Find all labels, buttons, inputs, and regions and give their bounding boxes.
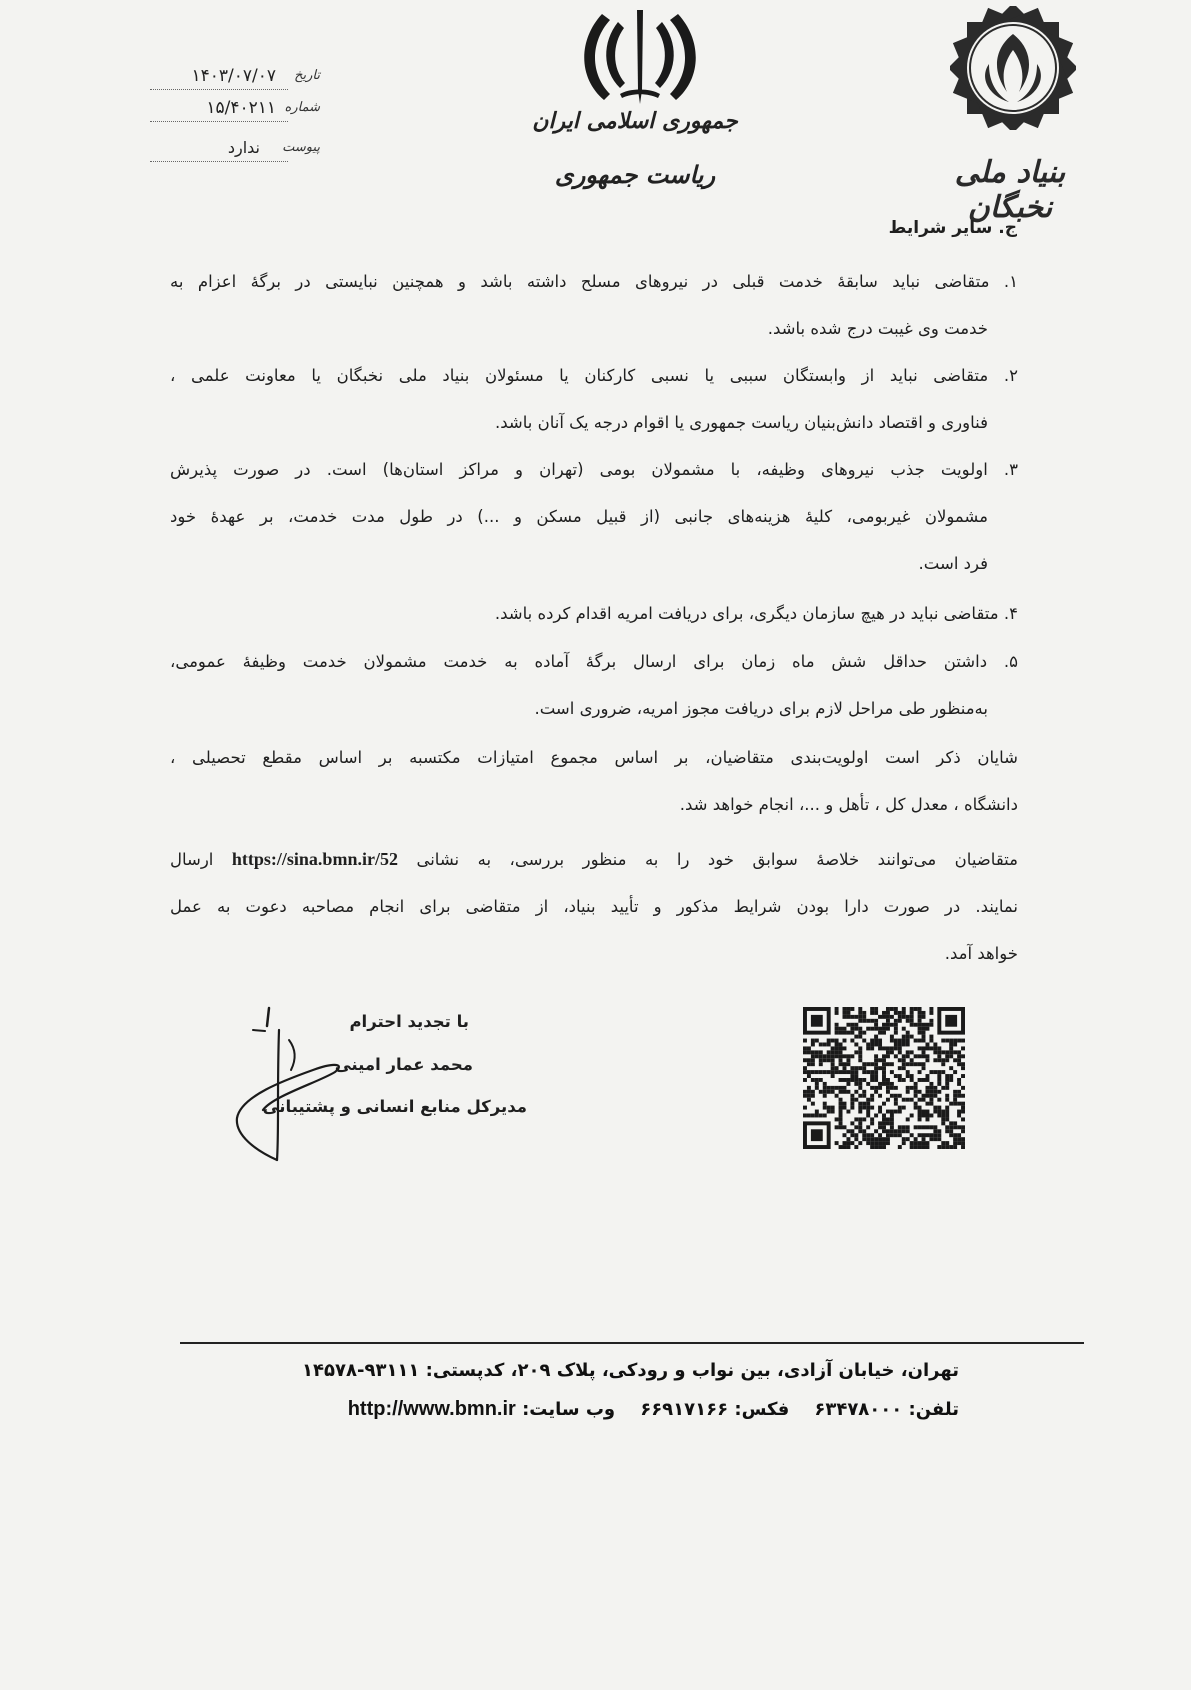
ranking-note-line-1: شایان ذکر است اولویت‌بندی متقاضیان، بر اساس مجموع امتیازات مکتسبه بر اساس مقطع تحصیلی ، (170, 748, 1018, 767)
attachment-label: پیوست (282, 140, 320, 155)
fax-label: فکس: (734, 1399, 790, 1420)
condition-item-1 (170, 258, 1018, 352)
handwritten-signature-icon (225, 1000, 355, 1165)
number-row (150, 98, 320, 124)
condition-3-line-2: مشمولان غیربومی، کلیهٔ هزینه‌های جانبی (از قبیل مسکن و ...) در طول مدت خدمت، بر عهدهٔ خود (170, 507, 988, 526)
number-label: شماره (284, 100, 320, 115)
submission-link[interactable]: https://sina.bmn.ir/52 (231, 849, 398, 869)
phone-number: ۶۳۴۷۸۰۰۰ (814, 1399, 903, 1420)
republic-title: جمهوری اسلامی ایران (532, 108, 738, 134)
condition-1-line-2: خدمت وی غیبت درج شده باشد. (767, 319, 988, 338)
condition-2-line-2: فناوری و اقتصاد دانش‌بنیان ریاست جمهوری یا اقوام درجه یک آنان باشد. (495, 413, 988, 432)
condition-item-4 (170, 590, 1018, 637)
submission-line-1 (170, 836, 1018, 883)
date-row (150, 66, 320, 92)
condition-3-line-3: فرد است. (918, 554, 988, 573)
signer-title: مدیرکل منابع انسانی و پشتیبانی (262, 1097, 527, 1116)
condition-4-line-1: ۴. متقاضی نباید در هیچ سازمان دیگری، برای دریافت امریه اقدام کرده باشد. (494, 604, 1018, 623)
ranking-note-line-2: دانشگاه ، معدل کل ، تأهل و ...، انجام خواهد شد. (679, 795, 1018, 814)
date-value: ۱۴۰۳/۰۷/۰۷ (191, 66, 276, 86)
submission-text-before: متقاضیان می‌توانند خلاصهٔ سوابق خود را به منظور بررسی، به نشانی (416, 850, 1018, 869)
condition-item-3 (170, 446, 1018, 587)
attachment-row (150, 138, 320, 164)
iran-emblem-icon (580, 8, 700, 106)
submission-paragraph (170, 836, 1018, 977)
attachment-value: ندارد (227, 138, 260, 157)
org-logo-icon (950, 6, 1076, 130)
condition-2-line-1: ۲. متقاضی نباید از وابستگان سببی یا نسبی کارکنان یا مسئولان بنیاد ملی نخبگان یا معاونت علمی ، (170, 366, 1018, 385)
section-heading: ج. سایر شرایط (888, 218, 1017, 238)
website-link[interactable]: http://www.bmn.ir (347, 1398, 516, 1420)
date-dotted-line (150, 89, 288, 90)
signer-name: محمد عمار امینی (334, 1055, 473, 1074)
phone-label: تلفن: (908, 1399, 959, 1420)
number-dotted-line (150, 121, 288, 122)
condition-5-line-1: ۵. داشتن حداقل شش ماه زمان برای ارسال برگهٔ آماده به خدمت مشمولان خدمت وظیفهٔ عمومی، (170, 652, 1018, 671)
org-name: بنیاد ملی نخبگان (954, 155, 1066, 225)
presidency-title: ریاست جمهوری (554, 160, 716, 189)
condition-5-line-2: به‌منظور طی مراحل لازم برای دریافت مجوز امریه، ضروری است. (534, 699, 988, 718)
submission-text-after: ارسال (170, 850, 214, 869)
closing-greeting: با تجدید احترام (349, 1012, 469, 1031)
condition-1-line-1: ۱. متقاضی نباید سابقهٔ خدمت قبلی در نیروهای مسلح داشته باشد و همچنین نبایستی در برگهٔ اعزام به (170, 272, 1018, 291)
submission-line-2: نمایند. در صورت دارا بودن شرایط مذکور و تأیید بنیاد، از متقاضی برای انجام مصاحبه دعوت به عمل (170, 897, 1018, 916)
ranking-note (170, 734, 1018, 828)
attachment-dotted-line (150, 161, 288, 162)
condition-3-line-1: ۳. اولویت جذب نیروهای وظیفه، با مشمولان بومی (تهران و مراکز استان‌ها) است. در صورت پذیرش (170, 460, 1018, 479)
condition-item-5 (170, 638, 1018, 732)
submission-line-3: خواهد آمد. (944, 944, 1018, 963)
footer-divider (180, 1342, 1084, 1344)
fax-number: ۶۶۹۱۷۱۶۶ (640, 1399, 729, 1420)
qr-code-icon (803, 1007, 965, 1149)
date-label: تاریخ (294, 68, 320, 83)
website-label: وب سایت: (522, 1399, 616, 1420)
condition-item-2 (170, 352, 1018, 446)
number-value: ۱۵/۴۰۲۱۱ (206, 98, 276, 118)
footer-address: تهران، خیابان آزادی، بین نواب و رودکی، پلاک ۲۰۹، کدپستی: ۹۳۱۱۱-۱۴۵۷۸ (302, 1360, 959, 1381)
footer-contact (348, 1398, 959, 1421)
